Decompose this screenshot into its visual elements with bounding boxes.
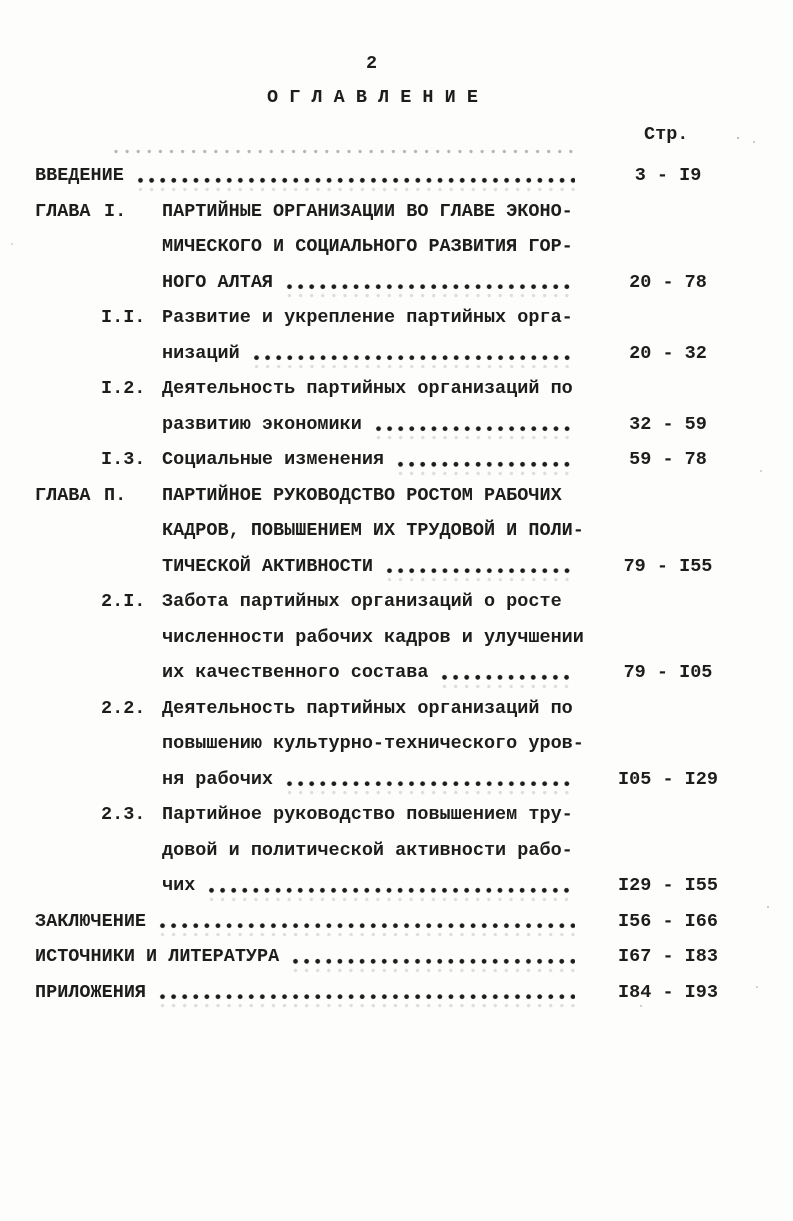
page-range: 20 - 32 [629,342,707,364]
section-number: 2.I. [101,591,146,613]
dot-leader [290,939,575,975]
entry-text: низаций [162,342,240,364]
pages-column-header: Стр. [644,124,689,145]
toc-line [0,229,793,265]
entry-text: ПАРТИЙНОЕ РУКОВОДСТВО РОСТОМ РАБОЧИХ [162,484,562,506]
page-range: 32 - 59 [629,413,707,435]
entry-text: численности рабочих кадров и улучшении [162,626,584,648]
entry-text: ПАРТИЙНЫЕ ОРГАНИЗАЦИИ ВО ГЛАВЕ ЭКОНО- [162,200,573,222]
page-range: 59 - 78 [629,449,707,471]
dot-leader [384,549,575,585]
toc-line [0,300,793,336]
toc-line [0,655,793,691]
toc-line [0,194,793,230]
page-range: I67 - I83 [618,946,718,968]
toc-line [0,691,793,727]
dot-leader [157,904,575,940]
entry-text: Деятельность партийных организаций по [162,697,573,719]
entry-text: ТИЧЕСКОЙ АКТИВНОСТИ [162,555,373,577]
entry-text: довой и политической активности рабо- [162,839,573,861]
toc-line [0,265,793,301]
entry-label: ЗАКЛЮЧЕНИЕ [35,910,147,932]
entry-text: Развитие и укрепление партийных орга- [162,307,573,329]
toc-line [0,478,793,514]
section-number: 2.3. [101,804,146,826]
entry-text: Социальные изменения [162,449,385,471]
entry-text: КАДРОВ, ПОВЫШЕНИЕМ ИХ ТРУДОВОЙ И ПОЛИ- [162,520,584,542]
entry-text: Забота партийных организаций о росте [162,591,562,613]
chapter-numeral: I. [104,200,127,222]
entry-label: ВВЕДЕНИЕ [35,165,124,187]
dot-leader [251,336,575,372]
toc-line [0,762,793,798]
toc-title: О Г Л А В Л Е Н И Е [267,87,478,108]
page-range: 79 - I05 [623,662,713,684]
entry-text: Деятельность партийных организаций по [162,378,573,400]
toc-line [0,797,793,833]
toc-line [0,442,793,478]
toc-line [0,158,793,194]
scan-artifact-dots [112,147,576,156]
dot-leader [373,407,575,443]
toc-line [0,336,793,372]
section-number: 2.2. [101,697,146,719]
toc-line [0,904,793,940]
chapter-numeral: П. [104,484,127,506]
page-range: I56 - I66 [618,910,718,932]
page-range: I05 - I29 [618,768,718,790]
dot-leader [439,655,575,691]
toc-line [0,939,793,975]
section-number: I.2. [101,378,146,400]
toc-line [0,833,793,869]
entry-text: МИЧЕСКОГО И СОЦИАЛЬНОГО РАЗВИТИЯ ГОР- [162,236,573,258]
toc-line [0,726,793,762]
entry-label: ПРИЛОЖЕНИЯ [35,981,147,1003]
page-number: 2 [366,53,378,74]
entry-label: ИСТОЧНИКИ И ЛИТЕРАТУРА [35,946,280,968]
toc-line [0,407,793,443]
entry-text: развитию экономики [162,413,362,435]
dot-leader [284,265,575,301]
entry-text: чих [162,875,196,897]
toc-line [0,371,793,407]
chapter-label: ГЛАВА [35,200,91,222]
dot-leader [206,868,575,904]
entry-text: ня рабочих [162,768,274,790]
entry-text: их качественного состава [162,662,429,684]
ink-specks [737,137,739,139]
page-range: 3 - I9 [634,165,702,187]
toc-line [0,620,793,656]
page-range: I84 - I93 [618,981,718,1003]
dot-leader [135,158,575,194]
toc-line [0,549,793,585]
toc-line [0,975,793,1011]
entry-text: повышению культурно-технического уров- [162,733,584,755]
dot-leader [284,762,575,798]
chapter-label: ГЛАВА [35,484,91,506]
toc-line [0,868,793,904]
section-number: I.I. [101,307,146,329]
toc-line [0,513,793,549]
toc-line [0,584,793,620]
dot-leader [157,975,575,1011]
entry-text: НОГО АЛТАЯ [162,271,274,293]
page-range: 79 - I55 [623,555,713,577]
page-range: I29 - I55 [618,875,718,897]
toc [0,158,793,1010]
section-number: I.3. [101,449,146,471]
dot-leader [395,442,575,478]
entry-text: Партийное руководство повышением тру- [162,804,573,826]
page-range: 20 - 78 [629,271,707,293]
